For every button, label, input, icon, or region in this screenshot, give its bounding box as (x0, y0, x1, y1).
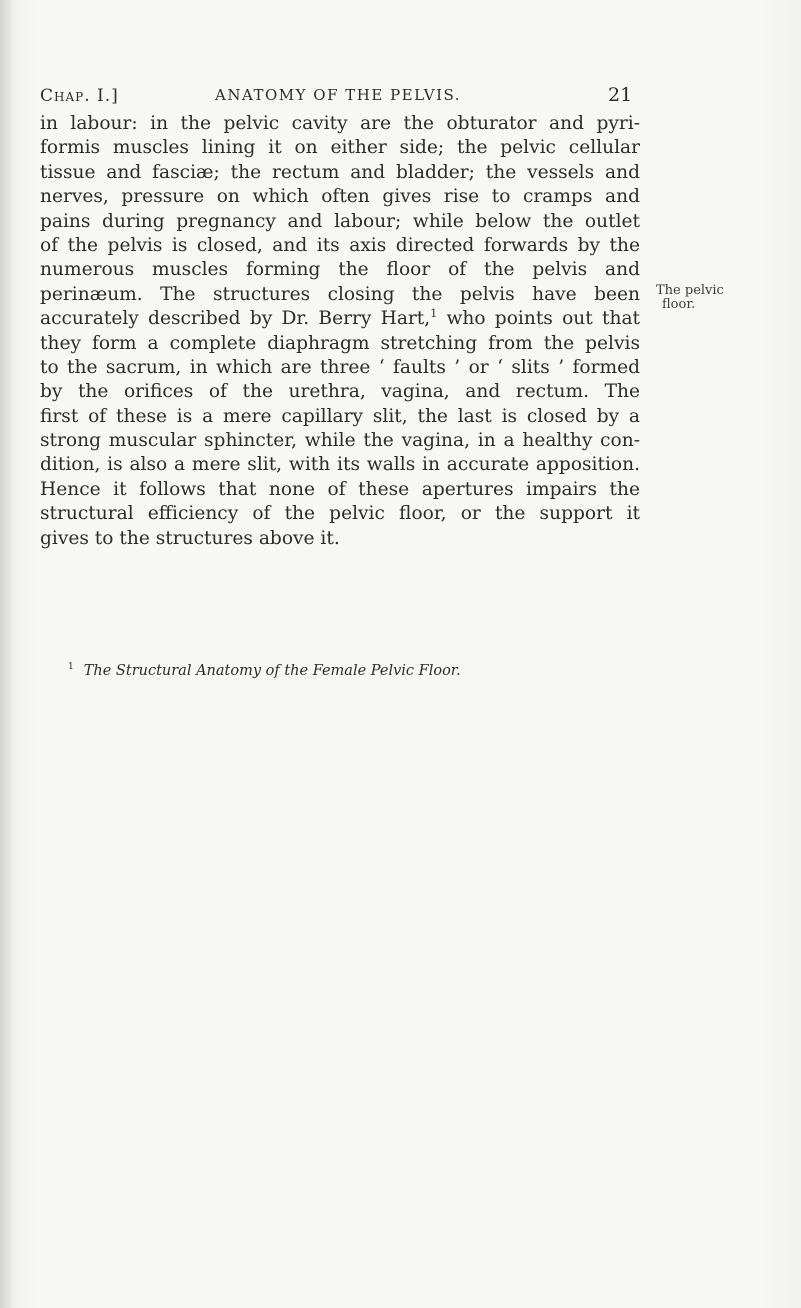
text-line: to the sacrum, in which are three ‘ faults ’ or ‘ slits ’ formed (40, 356, 640, 378)
text-line: dition, is also a mere slit, with its walls in accurate apposition. (40, 454, 640, 476)
footnote-mark: 1 (68, 662, 74, 672)
text-line: gives to the structures above it. (40, 527, 340, 549)
text-line: pains during pregnancy and labour; while below the outlet (40, 210, 640, 232)
body-paragraph (40, 112, 640, 551)
page-gutter-shadow (0, 0, 14, 1308)
text-line: formis muscles lining it on either side; the pelvic cellular (40, 137, 640, 159)
chapter-label: Chap. I.] (40, 86, 119, 106)
running-head (40, 84, 633, 110)
footnote-title: The Structural Anatomy of the Female Pelvic Floor. (83, 662, 461, 679)
text-line: strong muscular sphincter, while the vagina, in a healthy con- (40, 430, 640, 452)
page-number: 21 (608, 84, 633, 106)
text-line: in labour: in the pelvic cavity are the obturator and pyri- (40, 113, 640, 134)
text-line: structural efficiency of the pelvic floor, or the support it (40, 503, 640, 525)
text-line: perinæum. The structures closing the pelvis have been (40, 283, 640, 305)
running-title: ANATOMY OF THE PELVIS. (215, 86, 462, 104)
footnote (68, 658, 628, 680)
text-segment: who points out that (437, 308, 641, 330)
margin-note-line: floor. (662, 297, 696, 312)
margin-note (656, 284, 776, 312)
text-line: nerves, pressure on which often gives rise to cramps and (40, 186, 640, 208)
text-segment: accurately described by Dr. Berry Hart, (40, 308, 431, 330)
text-line: first of these is a mere capillary slit, the last is closed by a (40, 405, 640, 427)
text-line: Hence it follows that none of these apertures impairs the (40, 478, 640, 500)
text-line: tissue and fasciæ; the rectum and bladder; the vessels and (40, 161, 640, 183)
text-line: by the orifices of the urethra, vagina, and rectum. The (40, 381, 640, 403)
text-line-with-footnote (40, 307, 640, 331)
margin-note-line: The pelvic (656, 283, 724, 298)
footnote-reference: 1 (430, 306, 438, 320)
text-line: they form a complete diaphragm stretching from the pelvis (40, 332, 640, 354)
text-line: of the pelvis is closed, and its axis directed forwards by the (40, 234, 640, 256)
text-line: numerous muscles forming the floor of the pelvis and (40, 259, 640, 281)
